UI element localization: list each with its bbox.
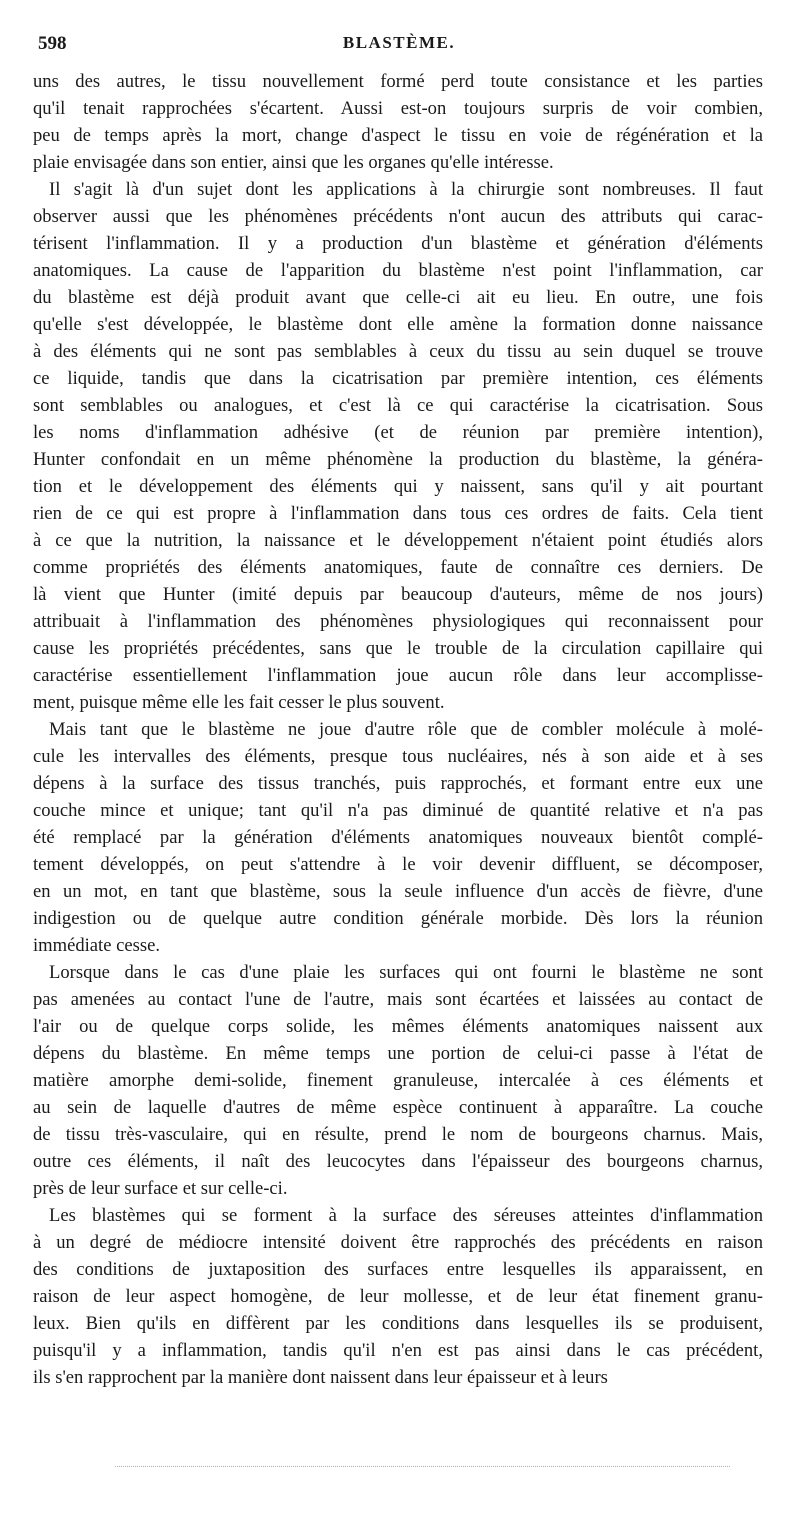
text-line: indigestion ou de quelque autre condition générale morbide. Dès lors la réunion: [33, 908, 763, 929]
text-line: Il s'agit là d'un sujet dont les applications à la chirurgie sont nombreuses. Il faut: [49, 179, 763, 200]
text-line: là vient que Hunter (imité depuis par beaucoup d'auteurs, même de nos jours): [33, 584, 763, 605]
text-line: couche mince et unique; tant qu'il n'a pas diminué de quantité relative et n'a pas: [33, 800, 763, 821]
text-line: ment, puisque même elle les fait cesser le plus souvent.: [33, 692, 445, 713]
text-line: comme propriétés des éléments anatomiques, faute de connaître ces derniers. De: [33, 557, 763, 578]
paragraph: [33, 176, 763, 716]
text-line: à des éléments qui ne sont pas semblables à ceux du tissu au sein duquel se trouve: [33, 341, 763, 362]
text-line: plaie envisagée dans son entier, ainsi que les organes qu'elle intéresse.: [33, 152, 554, 173]
text-line: les noms d'inflammation adhésive (et de réunion par première intention),: [33, 422, 763, 443]
paragraph: [33, 716, 763, 959]
text-line: peu de temps après la mort, change d'aspect le tissu en voie de régénération et la: [33, 125, 763, 146]
text-line: dépens à la surface des tissus tranchés, puis rapprochés, et formant entre eux une: [33, 773, 763, 794]
text-line: ce liquide, tandis que dans la cicatrisation par première intention, ces éléments: [33, 368, 763, 389]
text-line: tement développés, on peut s'attendre à le voir devenir diffluent, se décomposer,: [33, 854, 763, 875]
text-line: dépens du blastème. En même temps une portion de celui-ci passe à l'état de: [33, 1043, 763, 1064]
text-line: rien de ce qui est propre à l'inflammation dans tous ces ordres de faits. Cela tient: [33, 503, 763, 524]
text-line: tion et le développement des éléments qui y naissent, sans qu'il y ait pourtant: [33, 476, 763, 497]
text-line: Hunter confondait en un même phénomène la production du blastème, la généra-: [33, 449, 763, 470]
paragraph: [33, 1202, 763, 1391]
text-line: à un degré de médiocre intensité doivent être rapprochés des précédents en raison: [33, 1232, 763, 1253]
text-line: qu'elle s'est développée, le blastème dont elle amène la formation donne naissance: [33, 314, 763, 335]
text-line: Les blastèmes qui se forment à la surface des séreuses atteintes d'inflammation: [49, 1205, 763, 1226]
text-line: l'air ou de quelque corps solide, les mêmes éléments anatomiques naissent aux: [33, 1016, 763, 1037]
text-line: été remplacé par la génération d'éléments anatomiques nouveaux bientôt complé-: [33, 827, 763, 848]
text-line: pas amenées au contact l'une de l'autre, mais sont écartées et laissées au contact de: [33, 989, 763, 1010]
text-line: du blastème est déjà produit avant que celle-ci ait eu lieu. En outre, une fois: [33, 287, 763, 308]
text-line: attribuait à l'inflammation des phénomènes physiologiques qui reconnaissent pour: [33, 611, 763, 632]
text-line: caractérise essentiellement l'inflammation joue aucun rôle dans leur accomplisse-: [33, 665, 763, 686]
text-line: immédiate cesse.: [33, 935, 161, 956]
text-line: en un mot, en tant que blastème, sous la seule influence d'un accès de fièvre, d'une: [33, 881, 763, 902]
text-line: cause les propriétés précédentes, sans que le trouble de la circulation capillaire qui: [33, 638, 763, 659]
text-line: observer aussi que les phénomènes précédents n'ont aucun des attributs qui carac-: [33, 206, 763, 227]
text-line: près de leur surface et sur celle-ci.: [33, 1178, 288, 1199]
paragraph: [33, 68, 763, 176]
text-line: matière amorphe demi-solide, finement granuleuse, intercalée à ces éléments et: [33, 1070, 763, 1091]
text-line: au sein de laquelle d'autres de même espèce continuent à apparaître. La couche: [33, 1097, 763, 1118]
body-text: [33, 68, 763, 1391]
text-line: anatomiques. La cause de l'apparition du blastème n'est point l'inflammation, car: [33, 260, 763, 281]
text-line: térisent l'inflammation. Il y a production d'un blastème et génération d'éléments: [33, 233, 763, 254]
text-line: raison de leur aspect homogène, de leur mollesse, et de leur état finement granu-: [33, 1286, 763, 1307]
text-line: leux. Bien qu'ils en diffèrent par les conditions dans lesquelles ils se produisent,: [33, 1313, 763, 1334]
text-line: des conditions de juxtaposition des surfaces entre lesquelles ils apparaissent, en: [33, 1259, 763, 1280]
text-line: outre ces éléments, il naît des leucocytes dans l'épaisseur des bourgeons charnus,: [33, 1151, 763, 1172]
text-line: de tissu très-vasculaire, qui en résulte, prend le nom de bourgeons charnus. Mais,: [33, 1124, 763, 1145]
running-title: BLASTÈME.: [342, 33, 456, 52]
text-line: sont semblables ou analogues, et c'est là ce qui caractérise la cicatrisation. Sous: [33, 395, 763, 416]
text-line: cule les intervalles des éléments, presque tous nucléaires, nés à son aide et à ses: [33, 746, 763, 767]
text-line: qu'il tenait rapprochées s'écartent. Aussi est-on toujours surpris de voir combien,: [33, 98, 763, 119]
text-line: Lorsque dans le cas d'une plaie les surfaces qui ont fourni le blastème ne sont: [49, 962, 763, 983]
page-header: [38, 33, 760, 57]
footer-rule: [115, 1466, 730, 1467]
text-line: à ce que la nutrition, la naissance et le développement n'étaient point étudiés alors: [33, 530, 763, 551]
text-line: Mais tant que le blastème ne joue d'autre rôle que de combler molécule à molé-: [49, 719, 763, 740]
text-line: ils s'en rapprochent par la manière dont naissent dans leur épaisseur et à leurs: [33, 1367, 608, 1388]
paragraph: [33, 959, 763, 1202]
text-line: puisqu'il y a inflammation, tandis qu'il n'en est pas ainsi dans le cas précédent,: [33, 1340, 763, 1361]
page-number: 598: [38, 33, 67, 54]
text-line: uns des autres, le tissu nouvellement formé perd toute consistance et les parties: [33, 71, 763, 92]
